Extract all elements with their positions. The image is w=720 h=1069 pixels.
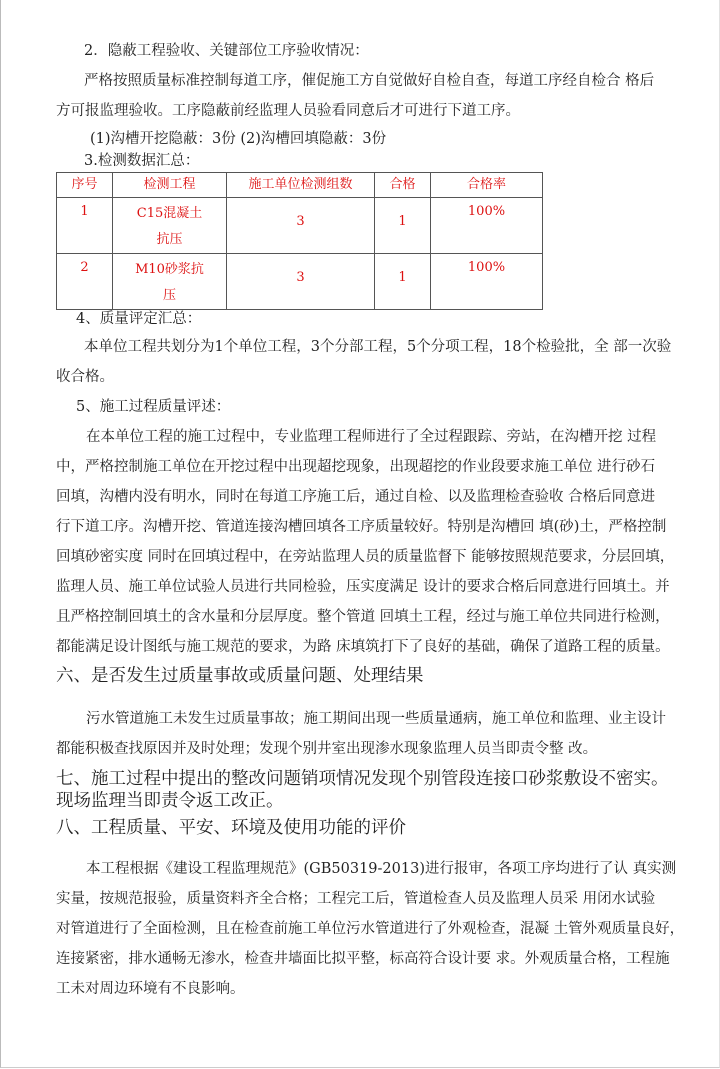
- header-groups: 施工单位检测组数: [227, 173, 375, 198]
- row-item-line1: M10砂浆抗: [135, 262, 204, 277]
- table-row: [57, 254, 543, 310]
- header-rate: 合格率: [431, 173, 543, 198]
- section-2-body: 严格按照质量标准控制每道工序，催促施工方自觉做好自检自查，每道工序经自检合 格后 方可报监理验收。工序隐蔽前经监理人员验看同意后才可进行下道工序。: [56, 73, 655, 119]
- row-pass: 1: [398, 214, 407, 229]
- header-item: 检测工程: [113, 173, 227, 198]
- section-4-body: 本单位工程共划分为1个单位工程，3个分部工程，5个分项工程，18个检验批，全 部一次验 收合格。: [56, 339, 672, 385]
- section-2-title: 2．隐蔽工程验收、关键部位工序验收情况：: [84, 43, 369, 59]
- row-no: 1: [80, 204, 89, 219]
- row-item-line1: C15混凝土: [136, 206, 203, 221]
- section-5-title: 5、施工过程质量评述：: [76, 399, 231, 415]
- row-rate: 100%: [467, 260, 506, 275]
- row-item-line2: 抗压: [156, 232, 183, 247]
- row-item-line2: 压: [162, 288, 176, 303]
- row-no: 2: [80, 260, 89, 275]
- section-4-title: 4、质量评定汇总：: [76, 311, 202, 327]
- section-3-title: 3.检测数据汇总：: [84, 153, 200, 169]
- section-8-heading: 八、工程质量、平安、环境及使用功能的评价: [56, 818, 406, 838]
- section-6-heading: 六、是否发生过质量事故或质量问题、处理结果: [56, 666, 424, 686]
- table-header-row: [57, 173, 543, 198]
- header-no: 序号: [57, 173, 113, 198]
- table-row: [57, 198, 543, 254]
- section-2-counts: (1)沟槽开挖隐蔽：3份 (2)沟槽回填隐蔽：3份: [90, 131, 387, 147]
- section-7-heading: 七、施工过程中提出的整改问题销项情况发现个别管段连接口砂浆敷设不密实。 现场监理当即责令返工改正。: [56, 769, 669, 811]
- inspection-data-table: [56, 172, 543, 310]
- row-pass: 1: [398, 270, 407, 285]
- section-5-body: 在本单位工程的施工过程中，专业监理工程师进行了全过程跟踪、旁站，在沟槽开挖 过程 中，严格控制施工单位在开挖过程中出现超挖现象，出现超挖的作业段要求施工单位 进行砂石 回填，沟槽内没有明水，同时在每道工序施工后，通过自检、以及监理检查验收 合格后同意进 行下道工序。沟槽开挖、管道连接沟槽回填各工序质量较好。特别是沟槽回 填(砂)土，严格控制 回填砂密实度 同时在回填过程中，在旁站监理人员的质量监督下 能够按照规范要求，分层回填， 监理人员、施工单位试验人员进行共同检验，压实度满足 设计的要求合格后同意进行回填土。并 且严格控制回填土的含水量和分层厚度。整个管道 回填土工程，经过与施工单位共同进行检测， 都能满足设计图纸与施工规范的要求，为路 床填筑打下了良好的基础，确保了道路工程的质量。: [56, 429, 675, 655]
- row-rate: 100%: [467, 204, 506, 219]
- section-6-body: 污水管道施工未发生过质量事故；施工期间出现一些质量通病，施工单位和监理、业主设计 都能积极查找原因并及时处理；发现个别井室出现渗水现象监理人员当即责令整 改。: [56, 711, 666, 757]
- section-8-body: 本工程根据《建设工程监理规范》(GB50319-2013)进行报审，各项工序均进行了认 真实测 实量，按规范报验，质量资料齐全合格；工程完工后，管道检查人员及监理人员采 用闭水试验 对管道进行了全面检测，且在检查前施工单位污水管道进行了外观检查，混凝 土管外观质量良好， 连接紧密，排水通畅无渗水，检查井墙面比拟平整，标高符合设计要 求。外观质量合格，工程施 工未对周边环境有不良影响。: [56, 861, 685, 997]
- row-groups: 3: [296, 214, 305, 229]
- header-pass: 合格: [375, 173, 431, 198]
- row-groups: 3: [296, 270, 305, 285]
